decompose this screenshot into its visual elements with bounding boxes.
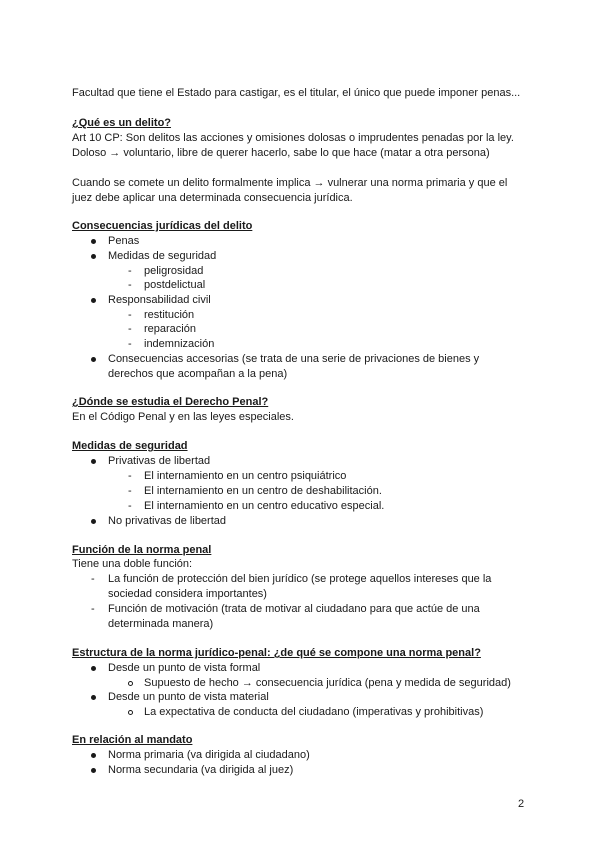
heading-consecuencias: Consecuencias jurídicas del delito	[72, 220, 253, 232]
list-item: La función de protección del bien jurídico (se protege aquellos intereses que la	[108, 573, 492, 585]
dash-icon: -	[128, 470, 132, 482]
dash-icon: -	[128, 309, 132, 321]
donde-text: En el Código Penal y en las leyes especiales.	[72, 411, 294, 423]
list-item: Desde un punto de vista material	[108, 691, 269, 703]
heading-medidas-de-seguridad: Medidas de seguridad	[72, 440, 188, 452]
list-item: Función de motivación (trata de motivar al ciudadano para que actúe de una	[108, 603, 480, 615]
bullet-icon	[91, 239, 96, 244]
dash-icon: -	[91, 573, 95, 585]
dash-icon: -	[128, 485, 132, 497]
bullet-icon	[91, 768, 96, 773]
bullet-icon	[91, 254, 96, 259]
delito-para-line-1: Cuando se comete un delito formalmente implica → vulnerar una norma primaria y que el	[72, 177, 508, 189]
sub-list-item: peligrosidad	[144, 265, 204, 277]
list-item: Responsabilidad civil	[108, 294, 211, 306]
heading-estructura-norma: Estructura de la norma jurídico-penal: ¿de qué se compone una norma penal?	[72, 647, 481, 659]
dash-icon: -	[128, 279, 132, 291]
heading-en-relacion-al-mandato: En relación al mandato	[72, 734, 193, 746]
dash-icon: -	[128, 500, 132, 512]
list-item: Desde un punto de vista formal	[108, 662, 261, 674]
bullet-icon	[91, 695, 96, 700]
delito-line-1: Art 10 CP: Son delitos las acciones y omisiones dolosas o imprudentes penadas por la ley.	[72, 132, 514, 144]
heading-donde-se-estudia: ¿Dónde se estudia el Derecho Penal?	[72, 396, 269, 408]
circle-bullet-icon	[128, 681, 133, 686]
page-number: 2	[518, 798, 525, 810]
list-item: Medidas de seguridad	[108, 250, 217, 262]
sub-list-item: El internamiento en un centro educativo especial.	[144, 500, 385, 512]
dash-icon: -	[128, 338, 132, 350]
sub-list-item: El internamiento en un centro psiquiátrico	[144, 470, 347, 482]
bullet-icon	[91, 753, 96, 758]
sub-list-item: Supuesto de hecho → consecuencia jurídica (pena y medida de seguridad)	[144, 677, 511, 689]
bullet-icon	[91, 666, 96, 671]
heading-funcion-norma-penal: Función de la norma penal	[72, 544, 212, 556]
sub-list-item: restitución	[144, 309, 195, 321]
list-item-continuation: sociedad considera importantes)	[108, 588, 267, 600]
list-item-continuation: derechos que acompañan a la pena)	[108, 368, 288, 380]
delito-para-line-2: juez debe aplicar una determinada consecuencia jurídica.	[72, 192, 353, 204]
sub-list-item: El internamiento en un centro de deshabilitación.	[144, 485, 382, 497]
list-item: Consecuencias accesorias (se trata de una serie de privaciones de bienes y	[108, 353, 480, 365]
bullet-icon	[91, 519, 96, 524]
funcion-intro: Tiene una doble función:	[72, 558, 193, 570]
bullet-icon	[91, 459, 96, 464]
list-item: No privativas de libertad	[108, 515, 227, 527]
list-item-continuation: determinada manera)	[108, 618, 214, 630]
list-item: Privativas de libertad	[108, 455, 211, 467]
intro-text: Facultad que tiene el Estado para castigar, es el titular, el único que puede imponer penas...	[72, 87, 521, 99]
bullet-icon	[91, 357, 96, 362]
list-item: Norma secundaria (va dirigida al juez)	[108, 764, 294, 776]
dash-icon: -	[91, 603, 95, 615]
sub-list-item: postdelictual	[144, 279, 206, 291]
list-item: Penas	[108, 235, 140, 247]
dash-icon: -	[128, 265, 132, 277]
bullet-icon	[91, 298, 96, 303]
list-item: Norma primaria (va dirigida al ciudadano)	[108, 749, 310, 761]
sub-list-item: indemnización	[144, 338, 215, 350]
sub-list-item: La expectativa de conducta del ciudadano (imperativas y prohibitivas)	[144, 706, 484, 718]
heading-que-es-un-delito: ¿Qué es un delito?	[72, 117, 172, 129]
dash-icon: -	[128, 323, 132, 335]
sub-list-item: reparación	[144, 323, 196, 335]
circle-bullet-icon	[128, 710, 133, 715]
delito-line-2: Doloso → voluntario, libre de querer hacerlo, sabe lo que hace (matar a otra persona)	[72, 147, 490, 159]
